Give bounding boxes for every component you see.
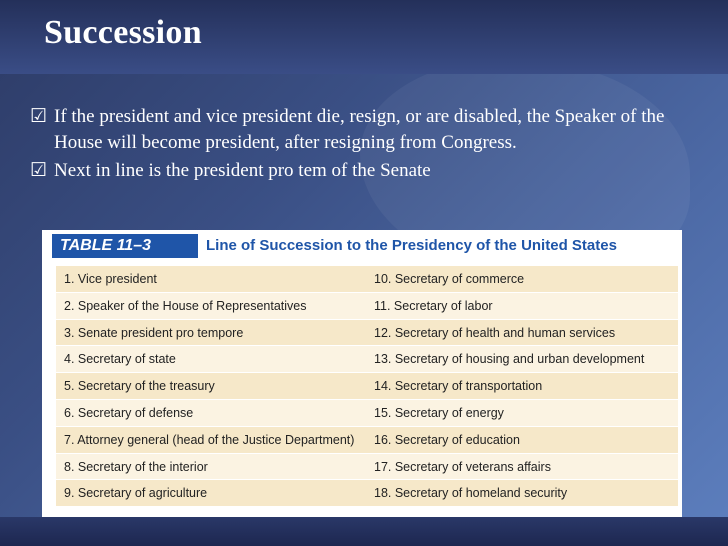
table-cell-right: 10. Secretary of commerce: [374, 272, 525, 286]
table-cell-right: 12. Secretary of health and human services: [374, 325, 616, 340]
table-row: [56, 400, 678, 427]
bullet-text: Next in line is the president pro tem of the Senate: [54, 160, 431, 181]
title-band: [0, 0, 728, 74]
table-cell-right: 13. Secretary of housing and urban development: [374, 352, 645, 367]
table-tag: TABLE 11–3: [52, 234, 198, 258]
table-row: [56, 427, 678, 454]
table-row: [56, 293, 678, 320]
table-cell-left: 8. Secretary of the interior: [64, 459, 208, 474]
bullet-text: If the president and vice president die, resign, or are disabled, the Speaker of the House will become president, after resigning from Congress.: [54, 106, 665, 153]
table-cell-left: 3. Senate president pro tempore: [64, 325, 244, 340]
table-cell-left: 4. Secretary of state: [64, 352, 176, 367]
table-row: [56, 480, 678, 507]
succession-table: [42, 230, 682, 517]
checkbox-checked-icon: ☑: [30, 106, 48, 127]
table-header: [42, 230, 682, 260]
slide-title: Succession: [44, 14, 202, 51]
table-cell-right: 16. Secretary of education: [374, 432, 520, 447]
table-cell-left: 9. Secretary of agriculture: [64, 486, 208, 501]
table-cell-right: 18. Secretary of homeland security: [374, 486, 568, 501]
table-cell-left: 7. Attorney general (head of the Justice Department): [64, 432, 355, 447]
checkbox-checked-icon: ☑: [30, 160, 48, 181]
table-row: [56, 373, 678, 400]
table-cell-left: 5. Secretary of the treasury: [64, 379, 215, 394]
table-cell-right: 11. Secretary of labor: [374, 298, 493, 313]
table-caption: Line of Succession to the Presidency of the United States: [206, 237, 617, 254]
footer-band: [0, 517, 728, 546]
table-rows: [56, 266, 678, 507]
table-cell-right: 15. Secretary of energy: [374, 405, 504, 420]
table-row: [56, 454, 678, 481]
table-cell-right: 14. Secretary of transportation: [374, 379, 543, 394]
bullet-list: [30, 104, 700, 186]
table-cell-left: 6. Secretary of defense: [64, 405, 194, 420]
bullet-item: [30, 104, 700, 156]
table-row: [56, 266, 678, 293]
table-cell-left: 2. Speaker of the House of Representatives: [64, 298, 307, 313]
table-row: [56, 320, 678, 347]
bullet-item: [30, 158, 700, 184]
table-cell-right: 17. Secretary of veterans affairs: [374, 459, 551, 474]
table-cell-left: 1. Vice president: [64, 272, 157, 286]
table-row: [56, 346, 678, 373]
